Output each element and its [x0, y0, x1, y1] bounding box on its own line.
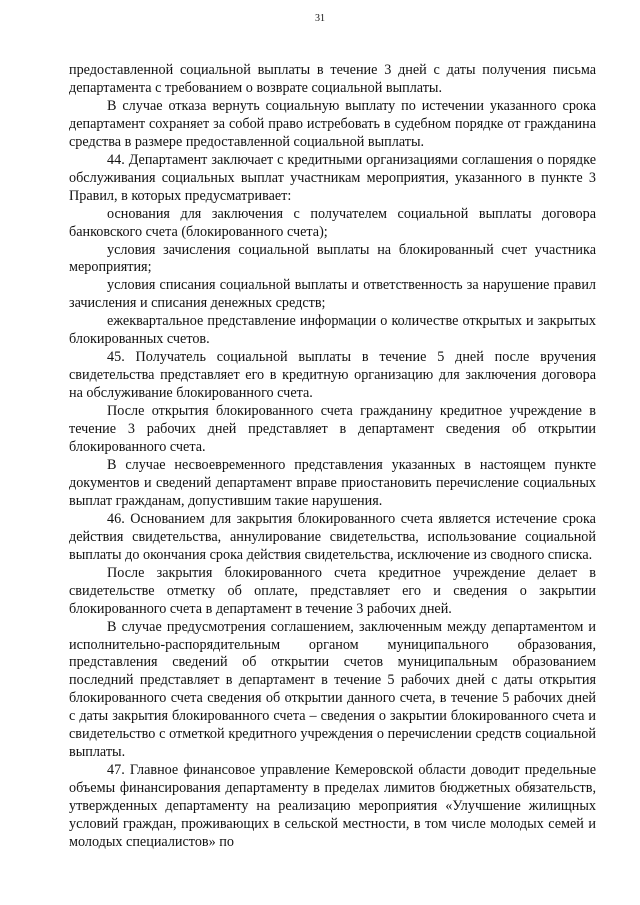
- paragraph: В случае несвоевременного представления указанных в настоящем пункте документов и сведений департамент вправе приостановить перечисление социальных выплат гражданам, допустившим такие нарушения.: [69, 456, 596, 509]
- paragraph: 44. Департамент заключает с кредитными организациями соглашения о порядке обслуживания социальных выплат участникам мероприятия, указанного в пункте 3 Правил, в которых предусматривает:: [69, 151, 596, 204]
- paragraph: После открытия блокированного счета гражданину кредитное учреждение в течение 3 рабочих дней представляет в департамент сведения об открытии блокированного счета.: [69, 403, 596, 456]
- paragraph: условия зачисления социальной выплаты на блокированный счет участника мероприятия;: [69, 241, 596, 276]
- paragraph: предоставленной социальной выплаты в течение 3 дней с даты получения письма департамента с требованием о возврате социальной выплаты.: [69, 62, 596, 96]
- paragraph: основания для заключения с получателем социальной выплаты договора банковского счета (блокированного счета);: [69, 205, 596, 240]
- paragraph: В случае предусмотрения соглашением, заключенным между департаментом и исполнительно-распорядительным органом муниципального образования, представления сведений об открытии счетов муниципальным образованием последний представляет в департамент в течение 5 рабочих дней с даты открытия блокированного счета сведения об открытии данного счета, в течение 5 рабочих дней с даты закрытия блокированного счета – сведения о закрытии блокированного счета и свидетельство с отметкой кредитного учреждения о перечислении средств социальной выплаты.: [69, 618, 596, 761]
- paragraph: 46. Основанием для закрытия блокированного счета является истечение срока действия свидетельства, аннулирование свидетельства, использование социальной выплаты до окончания срока действия свидетельства, исключение из сводного списка.: [69, 510, 596, 563]
- document-body: [69, 62, 596, 852]
- paragraph: условия списания социальной выплаты и ответственность за нарушение правил зачисления и списания денежных средств;: [69, 277, 596, 312]
- paragraph: 45. Получатель социальной выплаты в течение 5 дней после вручения свидетельства представляет его в кредитную организацию для заключения договора на обслуживание блокированного счета.: [69, 349, 596, 402]
- page-number: 31: [315, 13, 325, 24]
- paragraph: В случае отказа вернуть социальную выплату по истечении указанного срока департамент сохраняет за собой право истребовать в судебном порядке от гражданина средства в размере предоставленной социальной выплаты.: [69, 97, 596, 150]
- paragraph: ежеквартальное представление информации о количестве открытых и закрытых блокированных счетов.: [69, 313, 596, 348]
- paragraph: 47. Главное финансовое управление Кемеровской области доводит предельные объемы финансирования департаменту в пределах лимитов бюджетных обязательств, утвержденных департаменту на реализацию мероприятия «Улучшение жилищных условий граждан, проживающих в сельской местности, в том числе молодых семей и молодых специалистов» по: [69, 762, 596, 850]
- paragraph: После закрытия блокированного счета кредитное учреждение делает в свидетельстве отметку об оплате, представляет его и сведения о закрытии блокированного счета в департамент в течение 3 рабочих дней.: [69, 564, 596, 617]
